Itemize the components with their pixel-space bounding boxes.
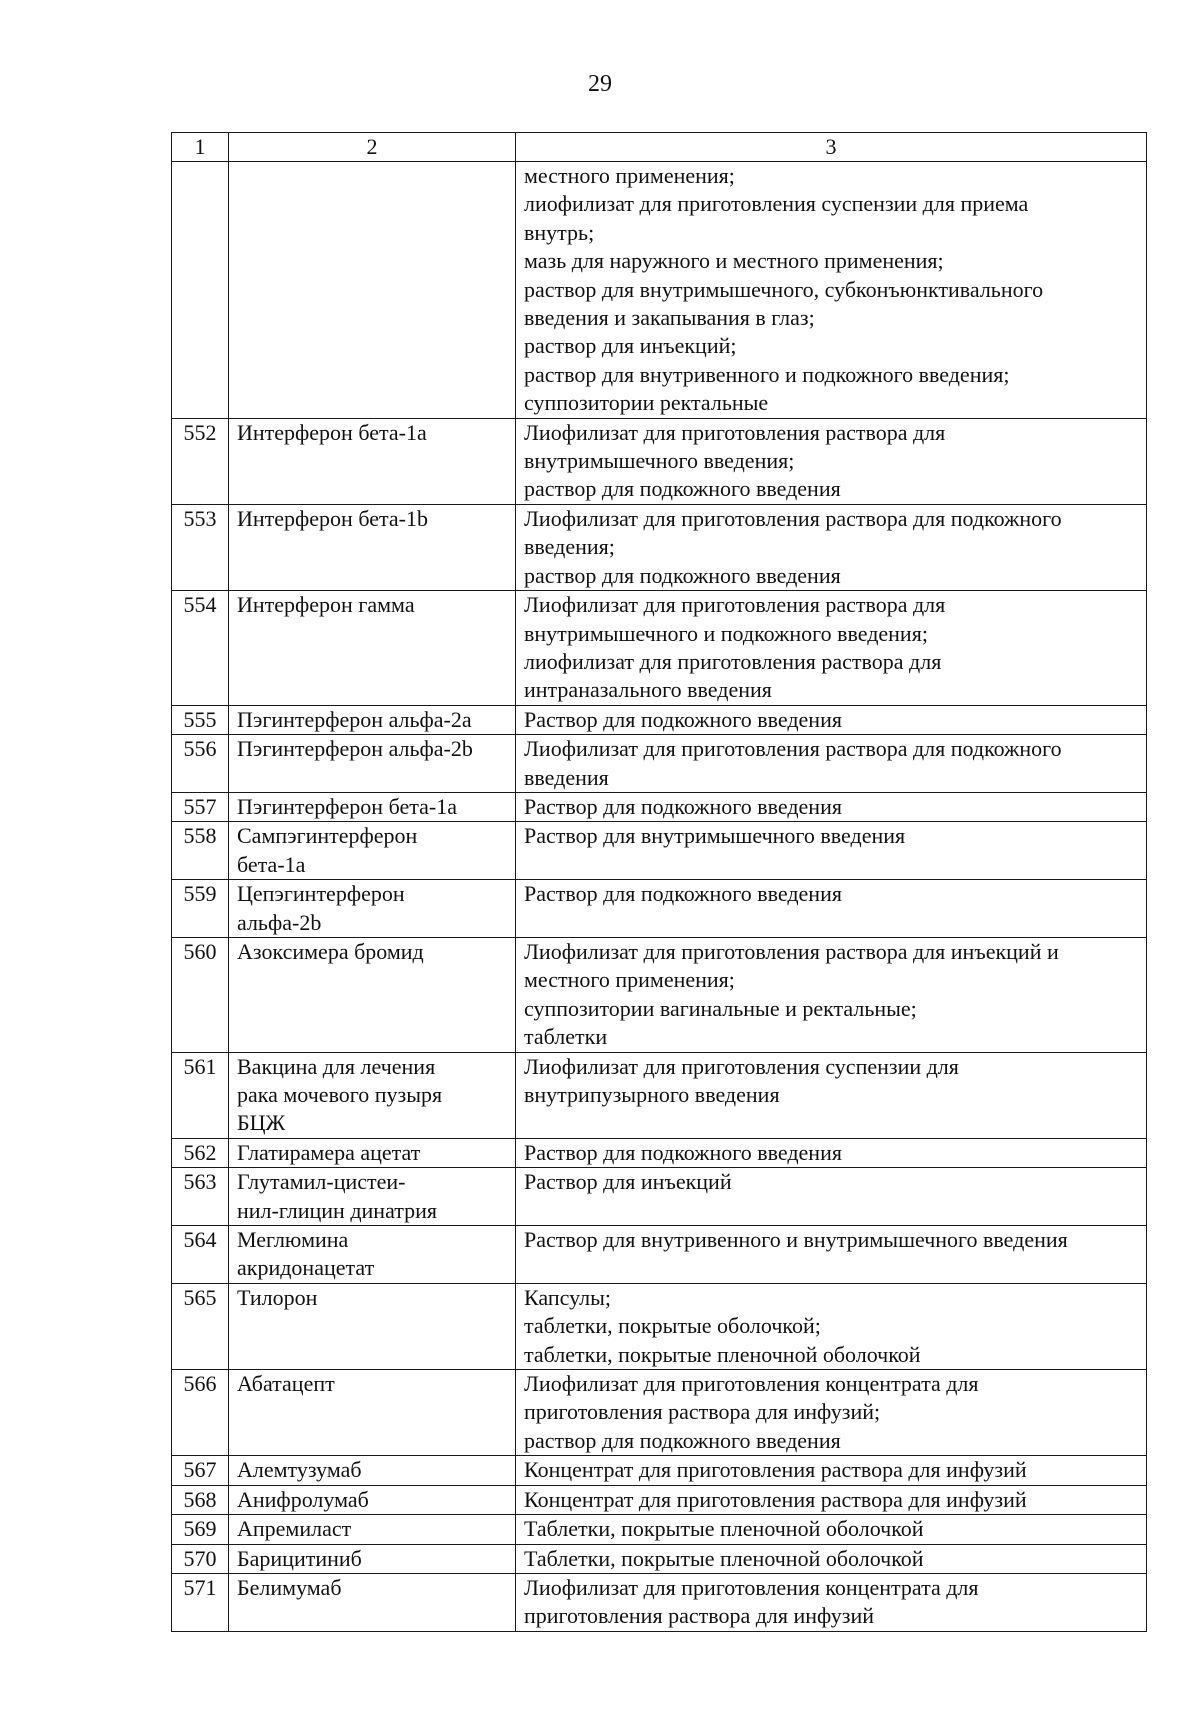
table-row (172, 735, 1147, 793)
dosage-form-line: Раствор для подкожного введения (524, 706, 842, 732)
drug-name-cell (229, 1052, 516, 1138)
table-row (172, 1370, 1147, 1456)
drug-name-line: Интерферон гамма (237, 592, 415, 618)
drug-name-cell (229, 735, 516, 793)
table-row (172, 822, 1147, 880)
dosage-form-line: внутримышечного введения; (524, 448, 795, 474)
row-number: 558 (172, 822, 229, 880)
dosage-form-cell (516, 735, 1147, 793)
dosage-form-cell (516, 880, 1147, 938)
table-row (172, 1485, 1147, 1514)
dosage-form-cell (516, 1168, 1147, 1226)
drug-name-line: Белимумаб (237, 1574, 342, 1600)
drug-name-line: акридонацетат (237, 1255, 375, 1281)
table-row (172, 792, 1147, 821)
table-row (172, 937, 1147, 1052)
row-number: 570 (172, 1544, 229, 1573)
table-row (172, 1573, 1147, 1631)
table-row (172, 1544, 1147, 1573)
drug-name-cell (229, 162, 516, 419)
dosage-form-line: Лиофилизат для приготовления раствора для (524, 419, 946, 445)
row-number: 563 (172, 1168, 229, 1226)
drug-name-line: Пэгинтерферон альфа-2b (237, 736, 473, 762)
drug-name-cell (229, 1283, 516, 1369)
dosage-form-line: внутримышечного и подкожного введения; (524, 620, 928, 646)
drug-name-cell (229, 1370, 516, 1456)
dosage-form-cell (516, 1515, 1147, 1544)
dosage-form-line: интраназального введения (524, 677, 772, 703)
dosage-form-line: Раствор для подкожного введения (524, 881, 842, 907)
dosage-form-line: введения; (524, 534, 615, 560)
dosage-form-cell (516, 1573, 1147, 1631)
dosage-form-cell (516, 1283, 1147, 1369)
dosage-form-cell (516, 591, 1147, 706)
page-number: 29 (588, 71, 612, 97)
row-number: 565 (172, 1283, 229, 1369)
dosage-form-line: мазь для наружного и местного применения; (524, 248, 944, 274)
drug-name-cell (229, 418, 516, 504)
table-row (172, 504, 1147, 590)
dosage-form-line: раствор для подкожного введения (524, 562, 841, 588)
row-number: 552 (172, 418, 229, 504)
row-number: 560 (172, 937, 229, 1052)
column-header-1: 1 (172, 133, 229, 162)
dosage-form-line: Лиофилизат для приготовления концентрата для (524, 1574, 979, 1600)
dosage-form-line: раствор для внутримышечного, субконъюнктивального (524, 276, 1044, 302)
table-row (172, 591, 1147, 706)
drug-name-cell (229, 937, 516, 1052)
dosage-form-line: Лиофилизат для приготовления суспензии для (524, 1053, 959, 1079)
row-number (172, 162, 229, 419)
table-row (172, 1456, 1147, 1485)
row-number: 554 (172, 591, 229, 706)
row-number: 556 (172, 735, 229, 793)
drug-name-line: нил-глицин динатрия (237, 1197, 438, 1223)
table-row (172, 418, 1147, 504)
drug-name-cell (229, 880, 516, 938)
row-number: 561 (172, 1052, 229, 1138)
drug-name-line: Интерферон бета-1a (237, 419, 427, 445)
table-header-row (172, 133, 1147, 162)
dosage-form-line: Таблетки, покрытые пленочной оболочкой (524, 1516, 924, 1542)
dosage-form-line: Лиофилизат для приготовления раствора для (524, 592, 946, 618)
dosage-form-line: местного применения; (524, 163, 735, 188)
dosage-form-line: суппозитории ректальные (524, 390, 769, 416)
drug-name-line: Алемтузумаб (237, 1457, 362, 1483)
dosage-form-cell (516, 1052, 1147, 1138)
dosage-form-line: Раствор для подкожного введения (524, 1139, 842, 1165)
drug-name-cell (229, 792, 516, 821)
table-body (172, 162, 1147, 1632)
drug-name-line: бета-1a (237, 851, 306, 877)
drug-name-line: рака мочевого пузыря (237, 1082, 443, 1107)
dosage-form-line: Капсулы; (524, 1284, 612, 1310)
table-row (172, 1283, 1147, 1369)
dosage-form-line: Лиофилизат для приготовления раствора для инъекций и (524, 938, 1059, 964)
dosage-form-cell (516, 1485, 1147, 1514)
dosage-form-line: таблетки (524, 1024, 608, 1050)
dosage-form-cell (516, 162, 1147, 419)
dosage-form-line: таблетки, покрытые пленочной оболочкой (524, 1341, 921, 1367)
dosage-form-line: Лиофилизат для приготовления концентрата для (524, 1371, 979, 1397)
row-number: 569 (172, 1515, 229, 1544)
drug-name-line: Интерферон бета-1b (237, 505, 428, 531)
drug-name-cell (229, 1138, 516, 1167)
drug-name-line: Пэгинтерферон альфа-2a (237, 706, 472, 732)
row-number: 559 (172, 880, 229, 938)
dosage-form-cell (516, 822, 1147, 880)
dosage-form-line: внутрипузырного введения (524, 1082, 780, 1107)
table-row (172, 1168, 1147, 1226)
drug-name-cell (229, 1485, 516, 1514)
dosage-form-line: введения и закапывания в глаз; (524, 305, 815, 331)
dosage-form-cell (516, 937, 1147, 1052)
drug-name-cell (229, 1226, 516, 1284)
dosage-form-line: раствор для подкожного введения (524, 476, 841, 502)
column-header-2: 2 (229, 133, 516, 162)
dosage-form-cell (516, 1226, 1147, 1284)
dosage-form-line: приготовления раствора для инфузий (524, 1603, 874, 1629)
dosage-form-line: Раствор для инъекций (524, 1169, 732, 1195)
row-number: 567 (172, 1456, 229, 1485)
dosage-form-line: Лиофилизат для приготовления раствора для подкожного (524, 736, 1062, 762)
dosage-form-line: таблетки, покрытые оболочкой; (524, 1313, 821, 1339)
drug-name-line: Меглюмина (237, 1227, 349, 1253)
dosage-form-line: местного применения; (524, 967, 735, 993)
row-number: 571 (172, 1573, 229, 1631)
drug-name-line: Апремиласт (237, 1516, 352, 1542)
row-number: 557 (172, 792, 229, 821)
drug-name-cell (229, 822, 516, 880)
table-row (172, 1515, 1147, 1544)
drug-name-line: Азоксимера бромид (237, 938, 424, 964)
drug-name-line: Анифролумаб (237, 1486, 369, 1512)
row-number: 562 (172, 1138, 229, 1167)
drug-name-cell (229, 1573, 516, 1631)
dosage-form-line: раствор для подкожного введения (524, 1427, 841, 1453)
drug-name-cell (229, 1168, 516, 1226)
dosage-form-line: Концентрат для приготовления раствора для инфузий (524, 1486, 1027, 1512)
dosage-form-cell (516, 792, 1147, 821)
dosage-form-line: суппозитории вагинальные и ректальные; (524, 995, 917, 1021)
drug-name-cell (229, 1515, 516, 1544)
dosage-form-line: Раствор для подкожного введения (524, 793, 842, 819)
dosage-form-cell (516, 1370, 1147, 1456)
drug-table (171, 132, 1147, 1632)
dosage-form-cell (516, 1138, 1147, 1167)
drug-name-cell (229, 504, 516, 590)
dosage-form-line: Таблетки, покрытые пленочной оболочкой (524, 1545, 924, 1571)
table-row (172, 705, 1147, 734)
drug-name-cell (229, 1544, 516, 1573)
dosage-form-line: Раствор для внутривенного и внутримышечного введения (524, 1227, 1068, 1253)
dosage-form-cell (516, 418, 1147, 504)
column-header-3: 3 (516, 133, 1147, 162)
drug-name-line: Сампэгинтерферон (237, 823, 418, 849)
dosage-form-line: введения (524, 764, 609, 790)
dosage-form-cell (516, 705, 1147, 734)
table-row (172, 1138, 1147, 1167)
dosage-form-cell (516, 504, 1147, 590)
dosage-form-line: лиофилизат для приготовления суспензии для приема (524, 191, 1029, 217)
drug-name-line: БЦЖ (237, 1110, 286, 1136)
row-number: 564 (172, 1226, 229, 1284)
drug-name-cell (229, 705, 516, 734)
dosage-form-line: Раствор для внутримышечного введения (524, 823, 906, 849)
table-row (172, 880, 1147, 938)
dosage-form-cell (516, 1544, 1147, 1573)
row-number: 553 (172, 504, 229, 590)
drug-name-line: Цепэгинтерферон (237, 881, 405, 907)
drug-name-line: Пэгинтерферон бета-1a (237, 793, 457, 819)
drug-name-line: Абатацепт (237, 1371, 335, 1397)
drug-name-cell (229, 591, 516, 706)
drug-name-line: альфа-2b (237, 909, 322, 935)
drug-name-line: Тилорон (237, 1284, 318, 1310)
dosage-form-line: Лиофилизат для приготовления раствора для подкожного (524, 505, 1062, 531)
dosage-form-line: раствор для внутривенного и подкожного введения; (524, 361, 1010, 387)
table-row (172, 162, 1147, 419)
dosage-form-line: внутрь; (524, 219, 595, 245)
row-number: 555 (172, 705, 229, 734)
drug-name-line: Глутамил-цистеи- (237, 1169, 406, 1195)
drug-name-line: Вакцина для лечения (237, 1053, 436, 1079)
dosage-form-cell (516, 1456, 1147, 1485)
drug-name-cell (229, 1456, 516, 1485)
dosage-form-line: приготовления раствора для инфузий; (524, 1399, 881, 1425)
drug-name-line: Глатирамера ацетат (237, 1139, 421, 1165)
row-number: 568 (172, 1485, 229, 1514)
table-row (172, 1226, 1147, 1284)
drug-name-line: Барицитиниб (237, 1545, 362, 1571)
dosage-form-line: раствор для инъекций; (524, 333, 737, 359)
dosage-form-line: лиофилизат для приготовления раствора для (524, 648, 942, 674)
row-number: 566 (172, 1370, 229, 1456)
dosage-form-line: Концентрат для приготовления раствора для инфузий (524, 1457, 1027, 1483)
table-row (172, 1052, 1147, 1138)
